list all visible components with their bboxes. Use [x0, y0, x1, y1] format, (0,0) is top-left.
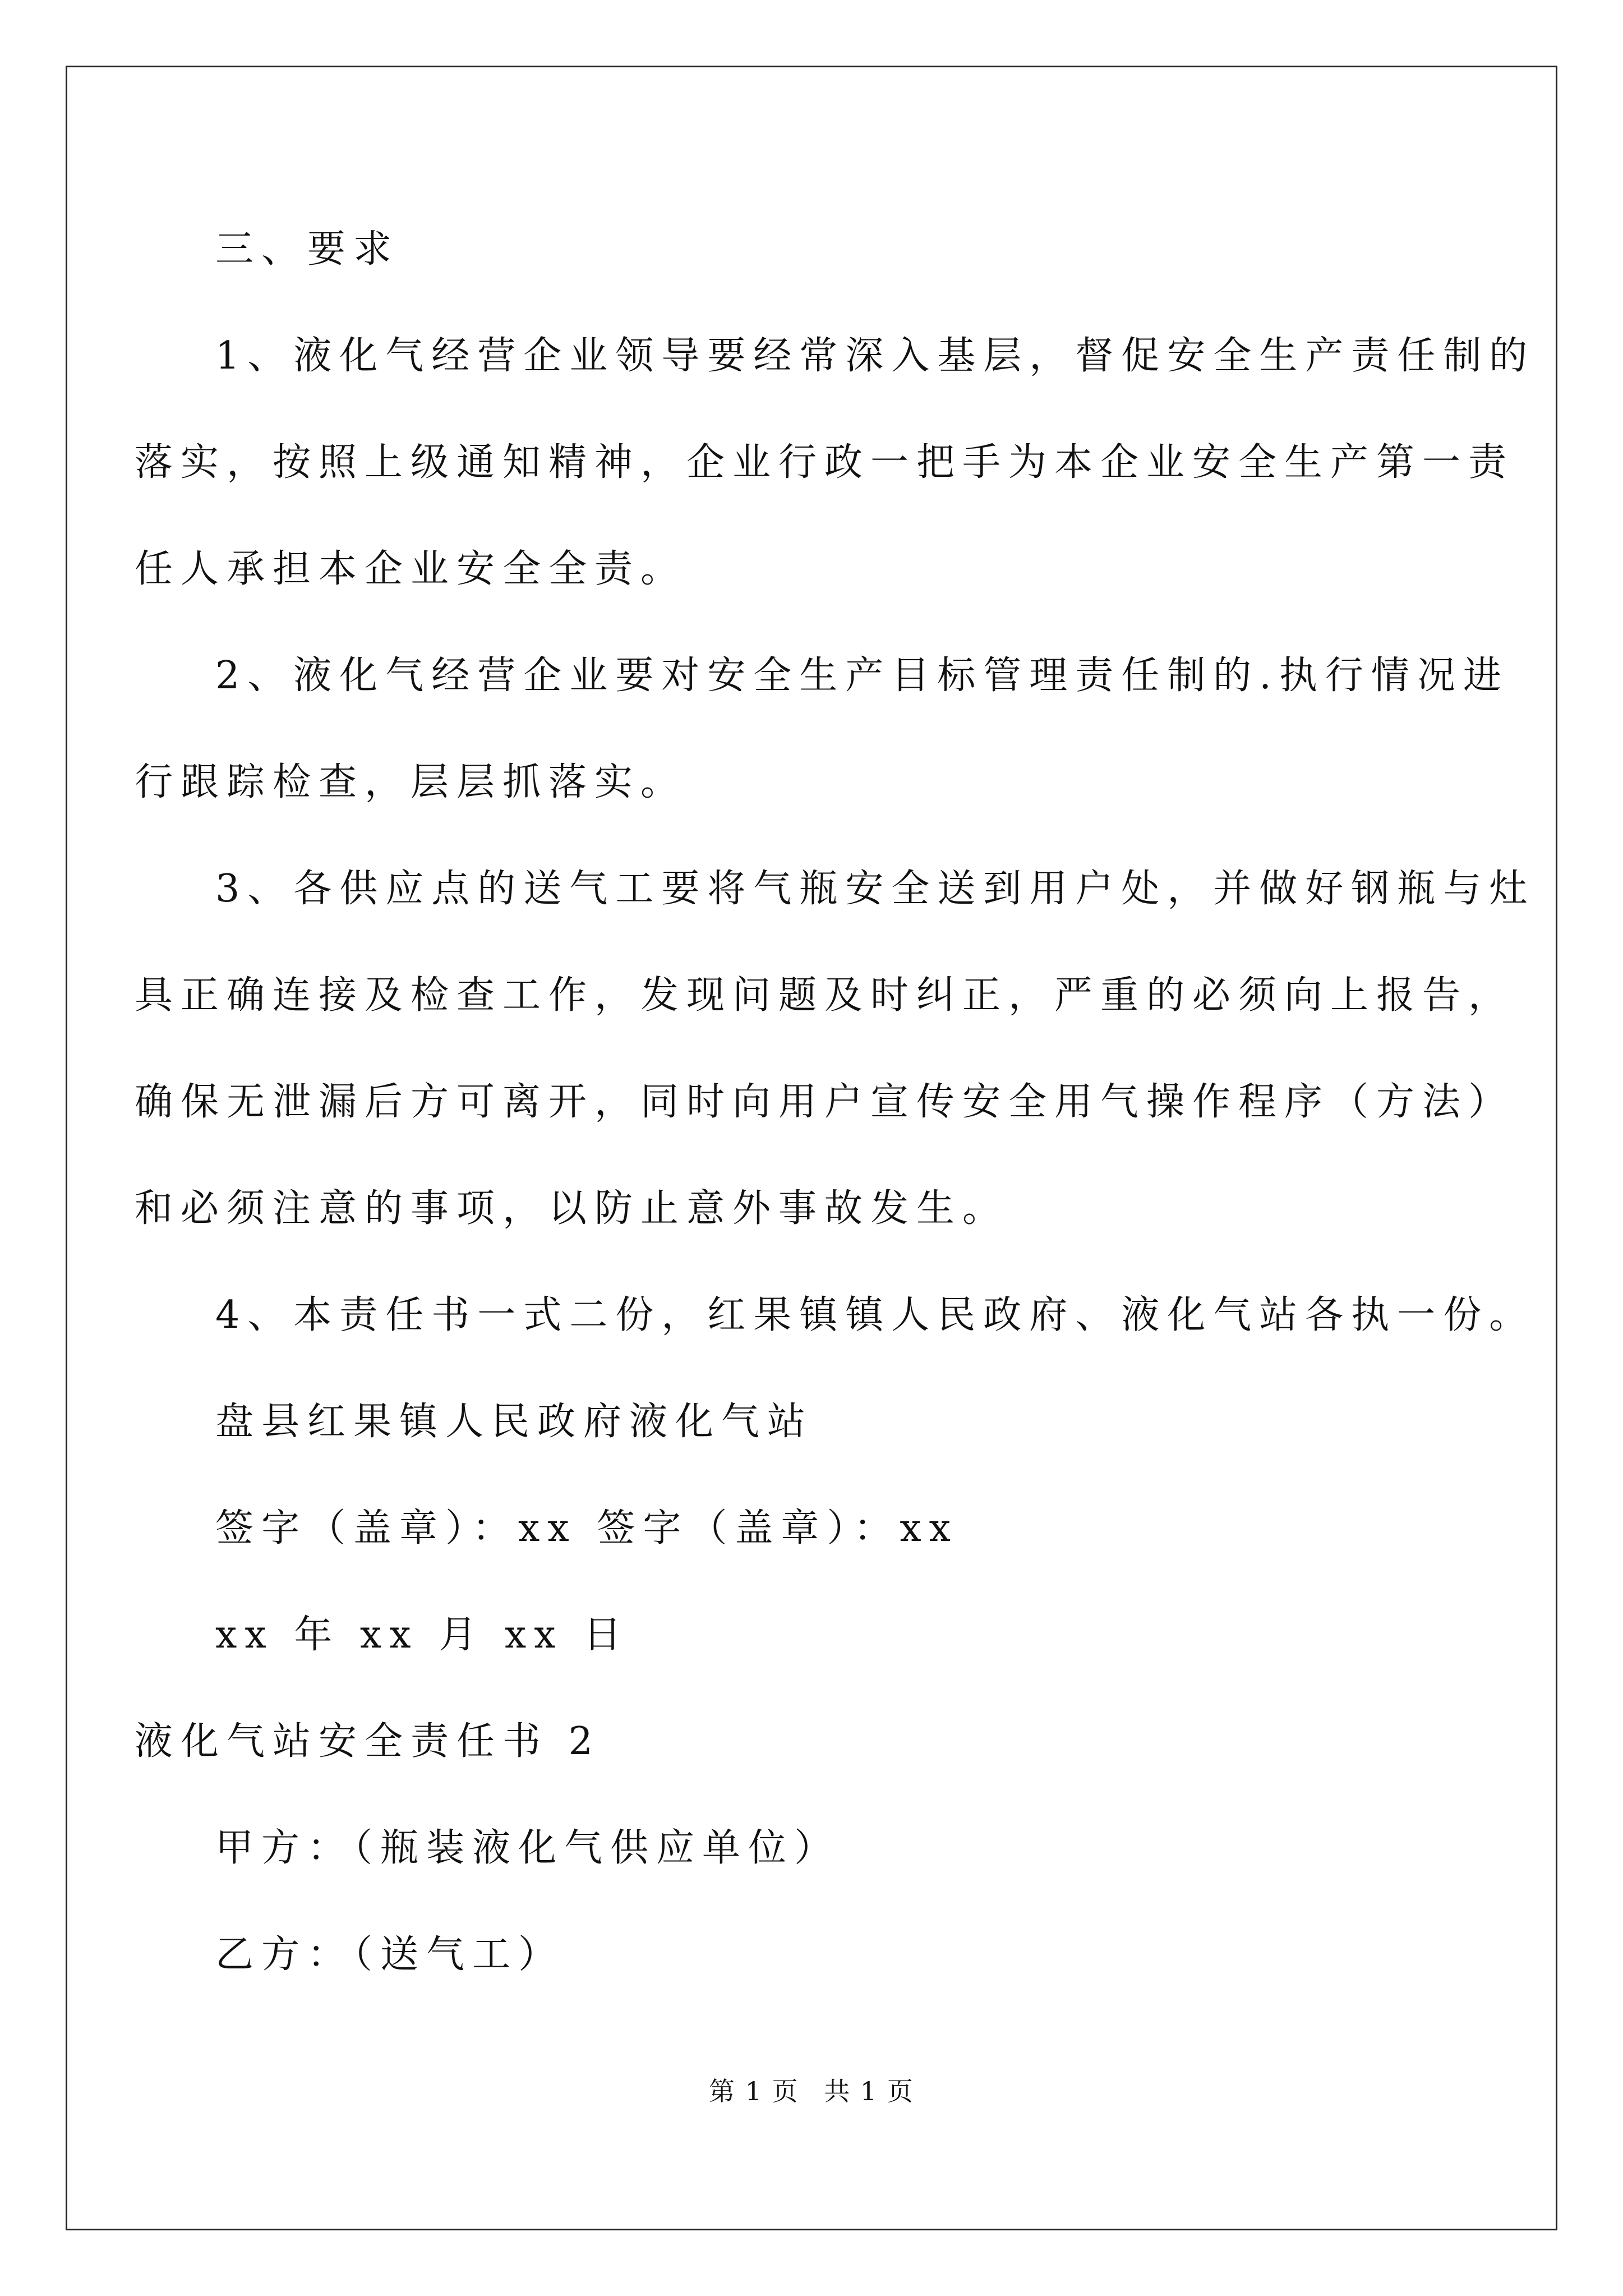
page-number-total: 共 1 页: [824, 2076, 914, 2106]
paragraph-4-line-1: 4、本责任书一式二份，红果镇镇人民政府、液化气站各执一份。: [215, 1293, 1536, 1337]
paragraph-1-line-3: 任人承担本企业安全全责。: [135, 547, 687, 591]
paragraph-3-line-3: 确保无泄漏后方可离开，同时向用户宣传安全用气操作程序（方法）: [135, 1080, 1515, 1124]
section-heading-requirements: 三、要求: [215, 227, 400, 272]
signature-line: 签字（盖章）：xx 签字（盖章）：xx: [215, 1506, 959, 1550]
paragraph-1-line-2: 落实，按照上级通知精神，企业行政一把手为本企业安全生产第一责: [135, 440, 1515, 485]
page-border: [66, 66, 1557, 2230]
paragraph-2-line-1: 2、液化气经营企业要对安全生产目标管理责任制的.执行情况进: [215, 654, 1509, 698]
signatory-organizations: 盘县红果镇人民政府液化气站: [215, 1400, 814, 1444]
paragraph-1-line-1: 1、液化气经营企业领导要经常深入基层，督促安全生产责任制的: [215, 334, 1536, 378]
party-a-line: 甲方：（瓶装液化气供应单位）: [215, 1826, 841, 1870]
document-title-2: 液化气站安全责任书 2: [135, 1719, 601, 1764]
party-b-line: 乙方：（送气工）: [215, 1932, 565, 1977]
paragraph-2-line-2: 行跟踪检查，层层抓落实。: [135, 760, 687, 804]
page-footer: [0, 2076, 1623, 2107]
paragraph-3-line-4: 和必须注意的事项，以防止意外事故发生。: [135, 1186, 1009, 1231]
page-number-current: 第 1 页: [709, 2076, 799, 2106]
paragraph-3-line-1: 3、各供应点的送气工要将气瓶安全送到用户处，并做好钢瓶与灶: [215, 867, 1536, 911]
paragraph-3-line-2: 具正确连接及检查工作，发现问题及时纠正，严重的必须向上报告，: [135, 973, 1515, 1018]
date-line: xx 年 xx 月 xx 日: [215, 1613, 630, 1657]
